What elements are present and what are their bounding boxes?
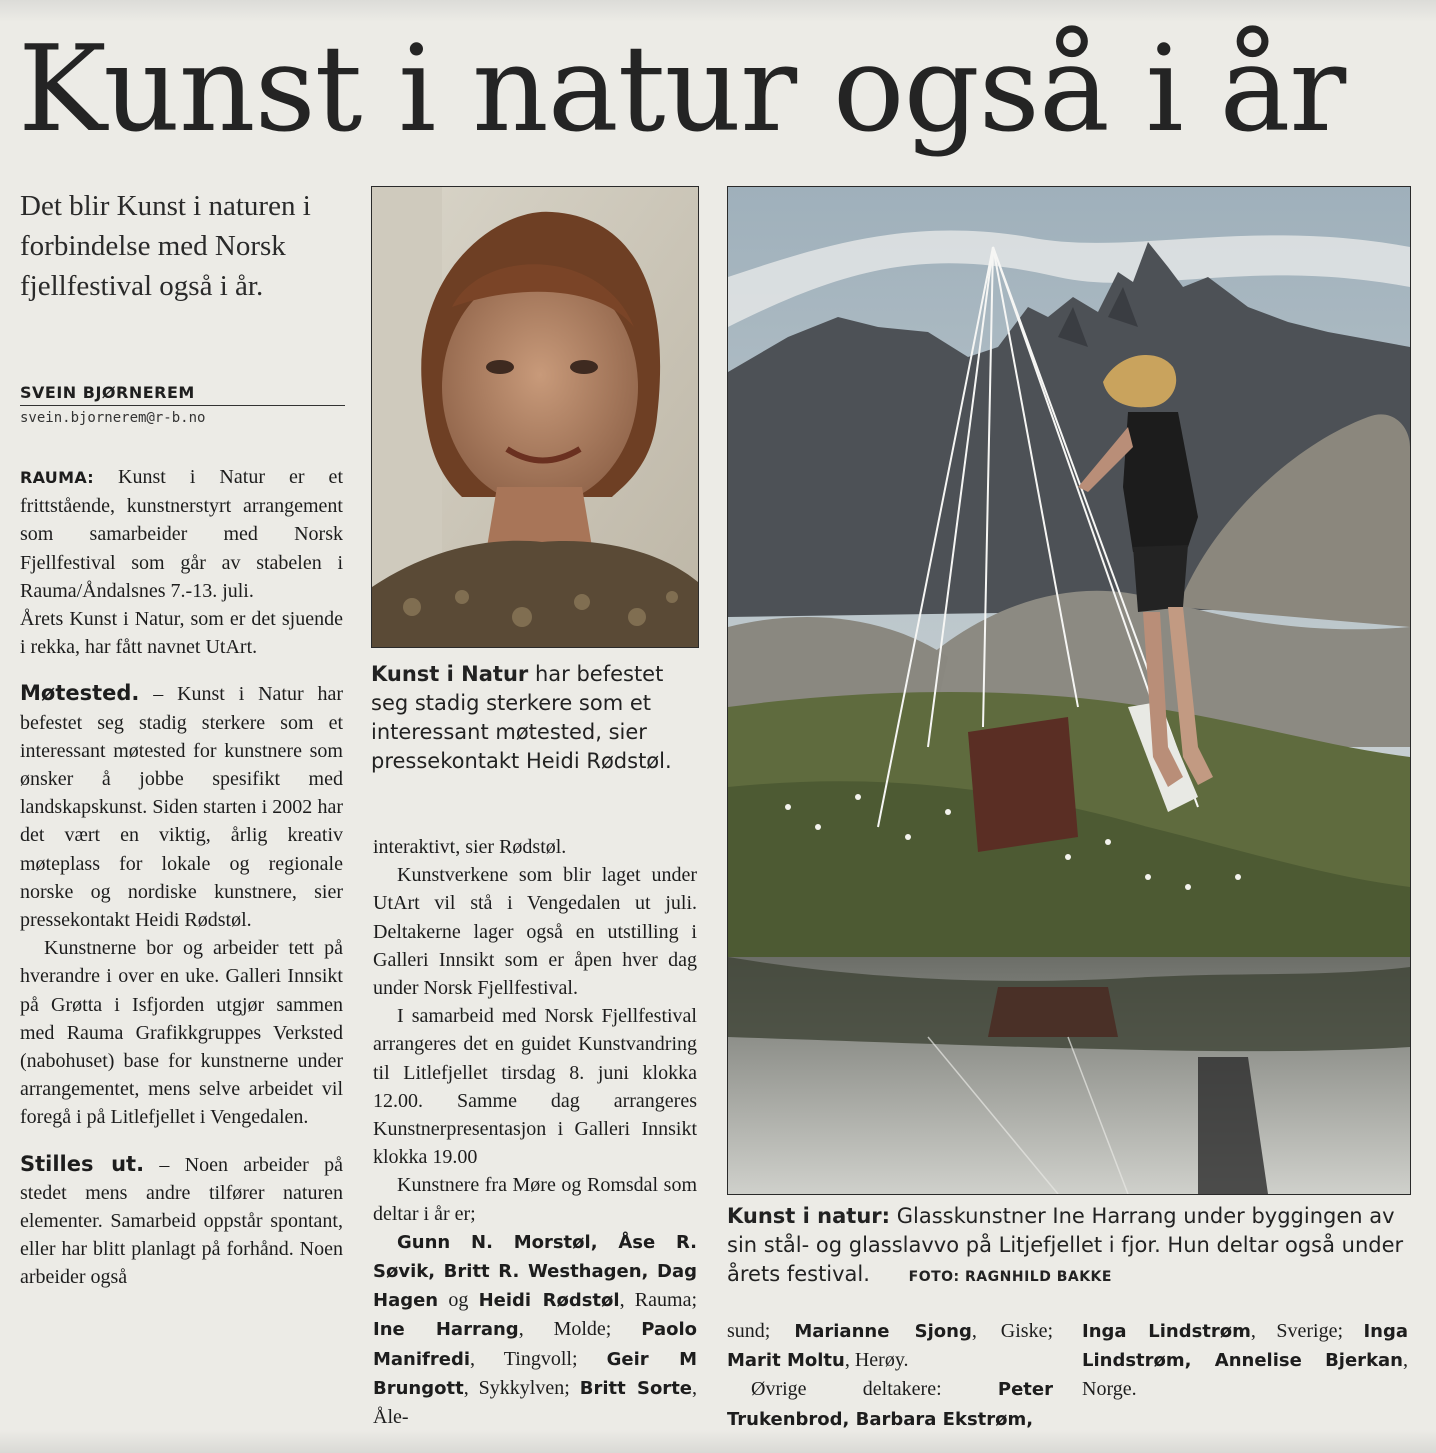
paragraph: I samarbeid med Norsk Fjellfestival arrangeres det en guidet Kunstvandring til Litlefjellet tirsdag 8. juni klokka 12.00. Samme dag arrangeres Kunstnerpresentasjon i Galleri Innsikt klokka 19.00 bbox=[373, 1005, 697, 1169]
caption-lead: Kunst i Natur bbox=[371, 662, 529, 686]
byline-email[interactable]: svein.bjornerem@r-b.no bbox=[20, 410, 206, 426]
portrait-photo bbox=[371, 186, 699, 648]
paragraph: Kunstnere fra Møre og Romsdal som deltar i år er; bbox=[373, 1174, 697, 1225]
text: , Giske; bbox=[971, 1320, 1054, 1342]
paragraph: Kunstnerne bor og arbeider tett på hverandre i over en uke. Galleri Innsikt på Grøtta i Isfjorden utgjør sammen med Rauma Grafikkgruppes Verksted (nabohuset) base for kunstnerne under arrangementet, mens selve arbeidet vil foregå i på Litlefjellet i Vengedalen. bbox=[20, 937, 343, 1129]
participant-list bbox=[1082, 1317, 1408, 1404]
text: , Åle- bbox=[373, 1376, 698, 1429]
column-4 bbox=[1082, 1317, 1408, 1404]
photo-credit: FOTO: RAGNHILD BAKKE bbox=[908, 1269, 1112, 1285]
text: , Molde; bbox=[518, 1318, 612, 1341]
photo-caption bbox=[727, 1202, 1409, 1292]
paragraph-text: – Kunst i Natur har befestet seg stadig sterkere som et interessant møtested for kunstnere som ønsker å jobbe spesifikt med landskapskunst. Siden starten i 2002 har det vært en viktig, årlig kreativ møteplass for lokale og regionale norske og nordiske kunstnere, sier pressekontakt Heidi Rødstøl. bbox=[20, 683, 344, 932]
participant-names: Marit Moltu bbox=[727, 1350, 845, 1372]
text: , Rauma; bbox=[619, 1289, 697, 1312]
text: og bbox=[448, 1289, 469, 1312]
text: , Tingvoll; bbox=[470, 1347, 578, 1370]
dateline: RAUMA: bbox=[20, 468, 95, 487]
paragraph bbox=[20, 679, 343, 934]
caption-lead: Kunst i natur: bbox=[727, 1204, 891, 1228]
text: sund; bbox=[727, 1320, 771, 1342]
participant-list bbox=[727, 1317, 1053, 1375]
participant-names: Britt Sorte bbox=[579, 1377, 693, 1399]
ingress: Det blir Kunst i naturen i forbindelse med Norsk fjellfestival også i år. bbox=[20, 190, 311, 302]
subheading-stilles-ut: Stilles ut. bbox=[20, 1151, 145, 1176]
paragraph bbox=[20, 1150, 343, 1292]
adjacent-article-fragment-bottom bbox=[0, 1430, 1436, 1453]
participant-names: Peter Trukenbrod, Barbara Ekstrøm, bbox=[727, 1379, 1053, 1430]
text: , Sverige; bbox=[1250, 1320, 1344, 1342]
caption-text: har befestet seg stadig sterkere som et interessant møtested, sier pressekontakt Heidi Rødstøl. bbox=[371, 662, 672, 773]
paragraph: interaktivt, sier Rødstøl. bbox=[373, 836, 567, 858]
portrait-image bbox=[372, 187, 698, 647]
text: Øvrige deltakere: bbox=[751, 1378, 942, 1401]
participant-names: Inga Lindstrøm, Annelise Bjerkan bbox=[1082, 1321, 1409, 1372]
column-1 bbox=[20, 463, 343, 1292]
participant-list bbox=[727, 1375, 1053, 1433]
participant-list bbox=[373, 1228, 697, 1431]
participant-names: Ine Harrang bbox=[373, 1319, 519, 1341]
participant-names: Heidi Rødstøl bbox=[478, 1290, 620, 1312]
text: , Sykkylven; bbox=[463, 1376, 570, 1399]
paragraph-text: Kunst i Natur er et frittstående, kunstnerstyrt arrangement som samarbeider med Norsk Fjellfestival som går av stabelen i Rauma/Åndalsnes 7.-13. juli. bbox=[20, 466, 343, 602]
paragraph: Årets Kunst i Natur, som er det sjuende i rekka, har fått navnet UtArt. bbox=[20, 608, 343, 659]
column-3 bbox=[727, 1317, 1053, 1434]
text: , Norge. bbox=[1082, 1349, 1408, 1401]
participant-names: Inga Lindstrøm bbox=[1082, 1321, 1251, 1342]
paragraph bbox=[20, 463, 343, 605]
subheading-motested: Møtested. bbox=[20, 681, 140, 706]
column-2 bbox=[373, 833, 697, 1431]
text: , Herøy. bbox=[844, 1349, 909, 1372]
headline: Kunst i natur også i år bbox=[18, 21, 1346, 159]
byline-name: SVEIN BJØRNEREM bbox=[20, 383, 345, 406]
participant-names: Marianne Sjong bbox=[794, 1321, 972, 1342]
paragraph-text: – Noen arbeider på stedet mens andre tilfører naturen elementer. Samarbeid oppstår spontant, eller har blitt planlagt på forhånd. Noen arbeider også bbox=[20, 1153, 343, 1289]
participant-names: Paolo Manifredi bbox=[373, 1319, 698, 1370]
caption-text: Glasskunstner Ine Harrang under byggingen av sin stål- og glasslavvo på Litjefjellet i fjor. Hun deltar også under årets festival. bbox=[727, 1204, 1404, 1286]
landscape-photo bbox=[727, 186, 1411, 1195]
landscape-image bbox=[728, 187, 1410, 1194]
participant-names: Geir M Brungott bbox=[373, 1348, 697, 1399]
paragraph: Kunstverkene som blir laget under UtArt vil stå i Vengedalen ut juli. Deltakerne lager også en utstilling i Galleri Innsikt som er åpen hver dag under Norsk Fjellfestival. bbox=[373, 864, 697, 1000]
portrait-caption bbox=[371, 660, 701, 776]
participant-names: Gunn N. Morstøl, Åse R. Søvik, Britt R. Westhagen, Dag Hagen bbox=[373, 1231, 697, 1312]
